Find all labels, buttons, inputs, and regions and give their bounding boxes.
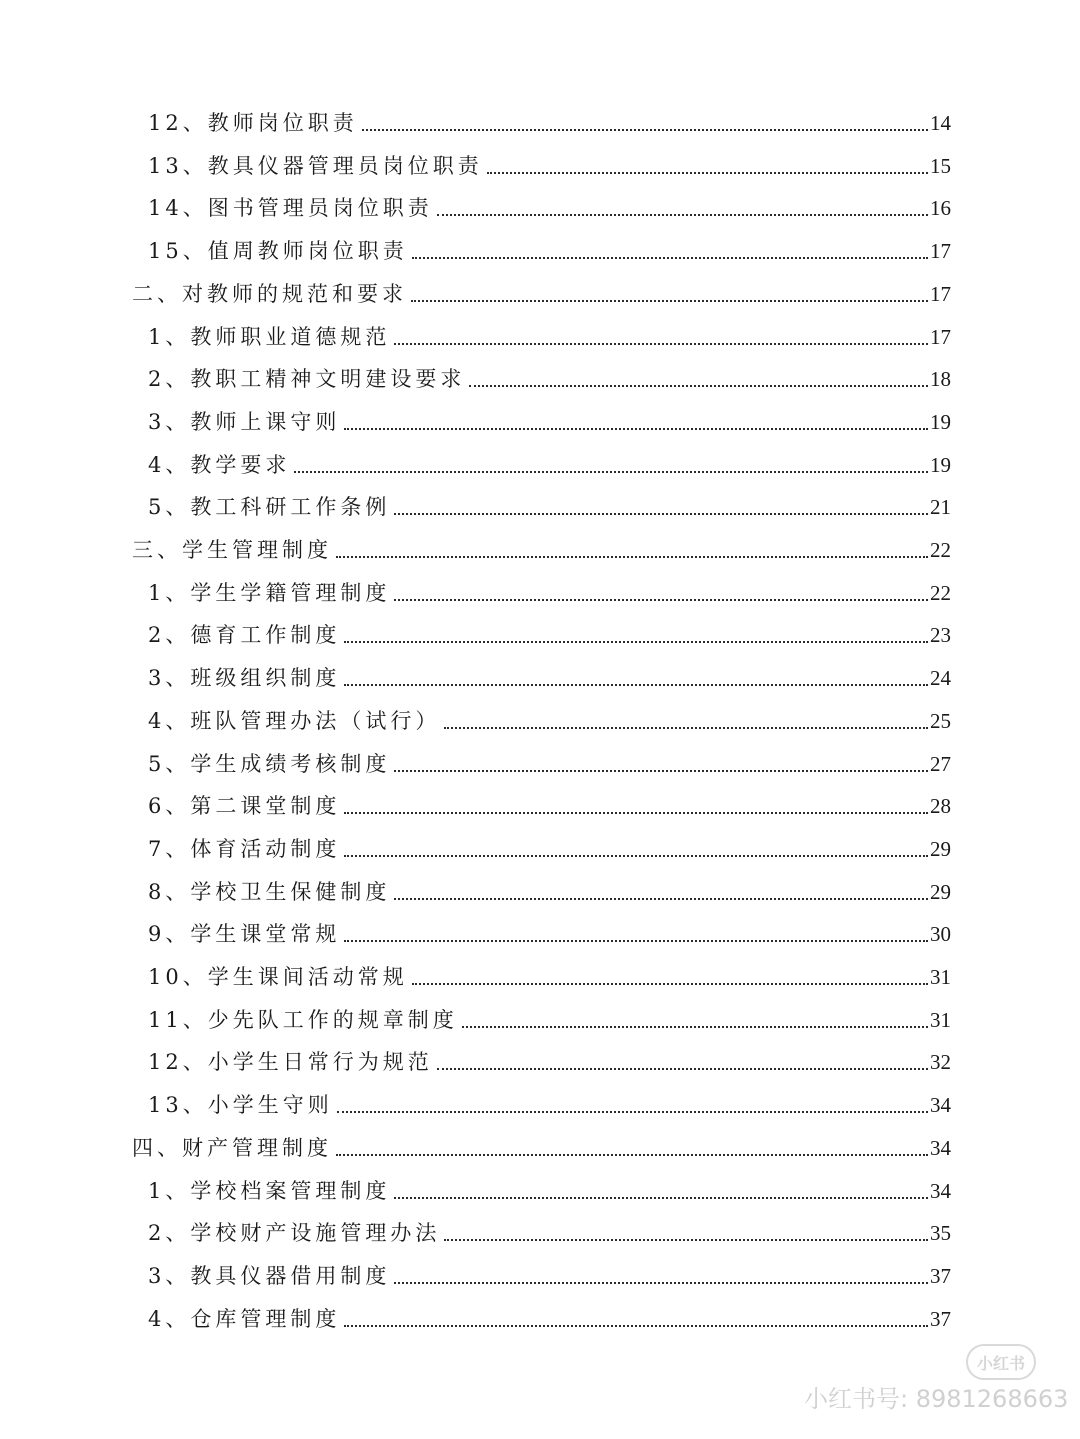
toc-page-number: 23 [930,623,951,647]
dot-leader [437,214,928,216]
dot-leader [336,1154,928,1156]
toc-entry[interactable] [148,438,951,478]
dot-leader [394,343,928,345]
toc-entry-title: 三、学生管理制度 [132,538,332,562]
toc-entry-title: 15、值周教师岗位职责 [148,239,408,263]
toc-entry-title: 4、班队管理办法（试行） [148,709,441,733]
toc-entry[interactable] [148,1035,951,1075]
dot-leader [394,770,928,772]
toc-entry[interactable] [148,1249,951,1289]
toc-page-number: 22 [930,538,951,562]
toc-entry-title: 5、学生成绩考核制度 [148,752,391,776]
toc-page-number: 29 [930,880,951,904]
toc-entry[interactable] [148,822,951,862]
toc-entry[interactable] [148,907,951,947]
toc-page-number: 19 [930,453,951,477]
toc-entry[interactable] [148,865,951,905]
dot-leader [394,898,928,900]
dot-leader [336,556,928,558]
toc-page-number: 31 [930,965,951,989]
toc-page-number: 28 [930,794,951,818]
toc-page-number: 19 [930,410,951,434]
toc-entry[interactable] [148,694,951,734]
toc-entry-title: 12、教师岗位职责 [148,111,358,135]
dot-leader [344,940,928,942]
toc-entry[interactable] [148,480,951,520]
dot-leader [337,1111,928,1113]
dot-leader [394,1282,928,1284]
dot-leader [444,1239,928,1241]
dot-leader [411,300,928,302]
toc-entry-title: 12、小学生日常行为规范 [148,1050,433,1074]
toc-entry[interactable] [148,651,951,691]
toc-entry-title: 8、学校卫生保健制度 [148,880,391,904]
toc-page-number: 16 [930,196,951,220]
dot-leader [294,471,928,473]
toc-entry-title: 9、学生课堂常规 [148,922,341,946]
toc-entry-title: 10、学生课间活动常规 [148,965,408,989]
dot-leader [412,257,928,259]
toc-entry[interactable] [148,181,951,221]
dot-leader [487,172,928,174]
toc-entry[interactable] [148,352,951,392]
toc-entry-title: 1、学校档案管理制度 [148,1179,391,1203]
toc-page-number: 37 [930,1307,951,1331]
toc-entry[interactable] [148,1292,951,1332]
toc-entry[interactable] [148,950,951,990]
toc-entry[interactable] [148,310,951,350]
dot-leader [394,1197,928,1199]
toc-page-number: 34 [930,1179,951,1203]
toc-entry[interactable] [148,224,951,264]
dot-leader [344,684,928,686]
toc-page-number: 18 [930,367,951,391]
dot-leader [444,727,928,729]
toc-entry-title: 3、教具仪器借用制度 [148,1264,391,1288]
toc-entry-title: 7、体育活动制度 [148,837,341,861]
toc-entry[interactable] [148,96,951,136]
toc-page-number: 24 [930,666,951,690]
watermark-account-id: 小红书号: 8981268663 [804,1385,1069,1413]
toc-entry[interactable] [148,139,951,179]
toc-section-entry[interactable] [132,1121,951,1161]
toc-page-number: 15 [930,154,951,178]
toc-entry[interactable] [148,608,951,648]
toc-entry-title: 2、教职工精神文明建设要求 [148,367,466,391]
dot-leader [344,812,928,814]
toc-entry-title: 1、教师职业道德规范 [148,325,391,349]
toc-page-number: 21 [930,495,951,519]
dot-leader [344,428,928,430]
dot-leader [394,513,928,515]
toc-page-number: 31 [930,1008,951,1032]
toc-entry-title: 2、学校财产设施管理办法 [148,1221,441,1245]
toc-page-number: 14 [930,111,951,135]
toc-page-number: 29 [930,837,951,861]
toc-entry-title: 四、财产管理制度 [132,1136,332,1160]
dot-leader [394,599,928,601]
toc-page-number: 17 [930,282,951,306]
dot-leader [344,1325,928,1327]
toc-entry-title: 14、图书管理员岗位职责 [148,196,433,220]
toc-section-entry[interactable] [132,523,951,563]
toc-entry[interactable] [148,737,951,777]
toc-page-number: 27 [930,752,951,776]
dot-leader [437,1068,928,1070]
toc-page-number: 30 [930,922,951,946]
toc-page-number: 25 [930,709,951,733]
dot-leader [344,855,928,857]
toc-page-number: 32 [930,1050,951,1074]
dot-leader [362,129,928,131]
toc-entry[interactable] [148,1164,951,1204]
toc-entry-title: 1、学生学籍管理制度 [148,581,391,605]
toc-page-number: 17 [930,325,951,349]
toc-entry[interactable] [148,779,951,819]
toc-page-number: 34 [930,1136,951,1160]
toc-entry-title: 13、小学生守则 [148,1093,333,1117]
toc-entry-title: 2、德育工作制度 [148,623,341,647]
dot-leader [412,983,928,985]
toc-page-number: 17 [930,239,951,263]
dot-leader [469,385,928,387]
toc-entry-title: 二、对教师的规范和要求 [132,282,407,306]
toc-entry[interactable] [148,566,951,606]
toc-page-number: 37 [930,1264,951,1288]
toc-page-number: 35 [930,1221,951,1245]
toc-entry-title: 3、班级组织制度 [148,666,341,690]
toc-entry[interactable] [148,993,951,1033]
toc-entry-title: 6、第二课堂制度 [148,794,341,818]
toc-entry-title: 13、教具仪器管理员岗位职责 [148,154,483,178]
toc-entry-title: 5、教工科研工作条例 [148,495,391,519]
toc-entry[interactable] [148,395,951,435]
dot-leader [462,1026,928,1028]
toc-page-number: 34 [930,1093,951,1117]
xiaohongshu-logo: 小红书 [966,1344,1036,1380]
toc-entry[interactable] [148,1206,951,1246]
toc-entry-title: 11、少先队工作的规章制度 [148,1008,458,1032]
toc-entry-title: 4、仓库管理制度 [148,1307,341,1331]
toc-section-entry[interactable] [132,267,951,307]
toc-entry[interactable] [148,1078,951,1118]
dot-leader [344,641,928,643]
toc-entry-title: 4、教学要求 [148,453,291,477]
toc-page-number: 22 [930,581,951,605]
toc-entry-title: 3、教师上课守则 [148,410,341,434]
